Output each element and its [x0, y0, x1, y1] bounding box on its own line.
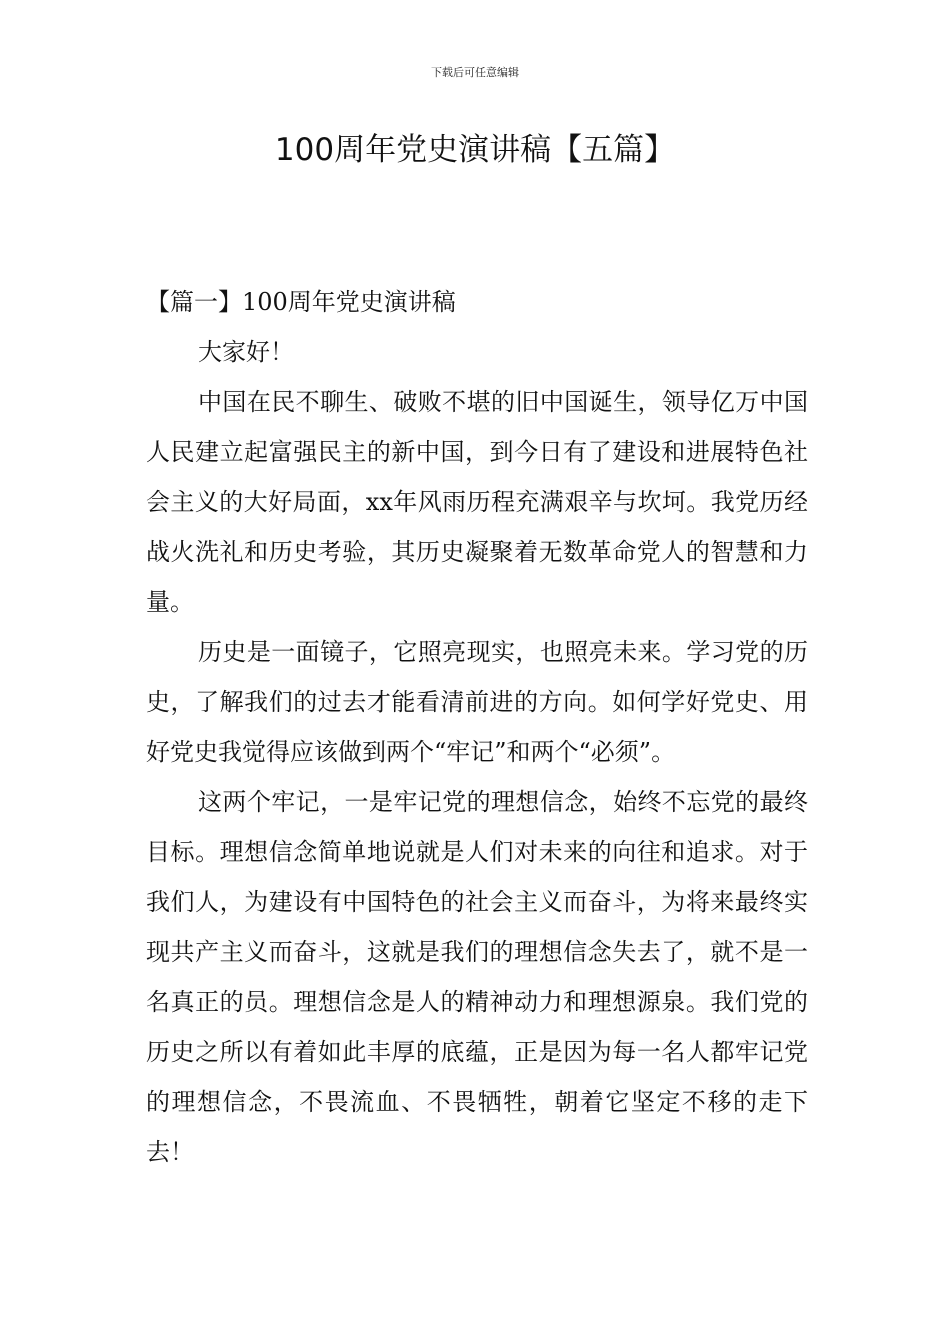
document-title: 100周年党史演讲稿【五篇】 [274, 132, 676, 168]
header-note: 下载后可任意编辑 [431, 66, 519, 79]
section-heading: 【篇一】100周年党史演讲稿 [146, 288, 456, 316]
body-paragraph: 这两个牢记，一是牢记党的理想信念，始终不忘党的最终目标。理想信念简单地说就是人们对未来的向往和追求。对于我们人，为建设有中国特色的社会主义而奋斗，为将来最终实现共产主义而奋斗，这就是我们的理想信念失去了，就不是一名真正的员。理想信念是人的精神动力和理想源泉。我们党的历史之所以有着如此丰厚的底蕴，正是因为每一名人都牢记党的理想信念，不畏流血、不畏牺牲，朝着它坚定不移的走下去！ [146, 788, 808, 1166]
body-paragraph: 历史是一面镜子，它照亮现实，也照亮未来。学习党的历史，了解我们的过去才能看清前进的方向。如何学好党史、用好党史我觉得应该做到两个“牢记”和两个“必须”。 [146, 638, 808, 766]
document-body [146, 277, 808, 1177]
greeting-paragraph: 大家好！ [198, 338, 294, 366]
body-paragraph: 中国在民不聊生、破败不堪的旧中国诞生，领导亿万中国人民建立起富强民主的新中国，到今日有了建设和进展特色社会主义的大好局面，xx年风雨历程充满艰辛与坎坷。我党历经战火洗礼和历史考验，其历史凝聚着无数革命党人的智慧和力量。 [146, 388, 808, 616]
